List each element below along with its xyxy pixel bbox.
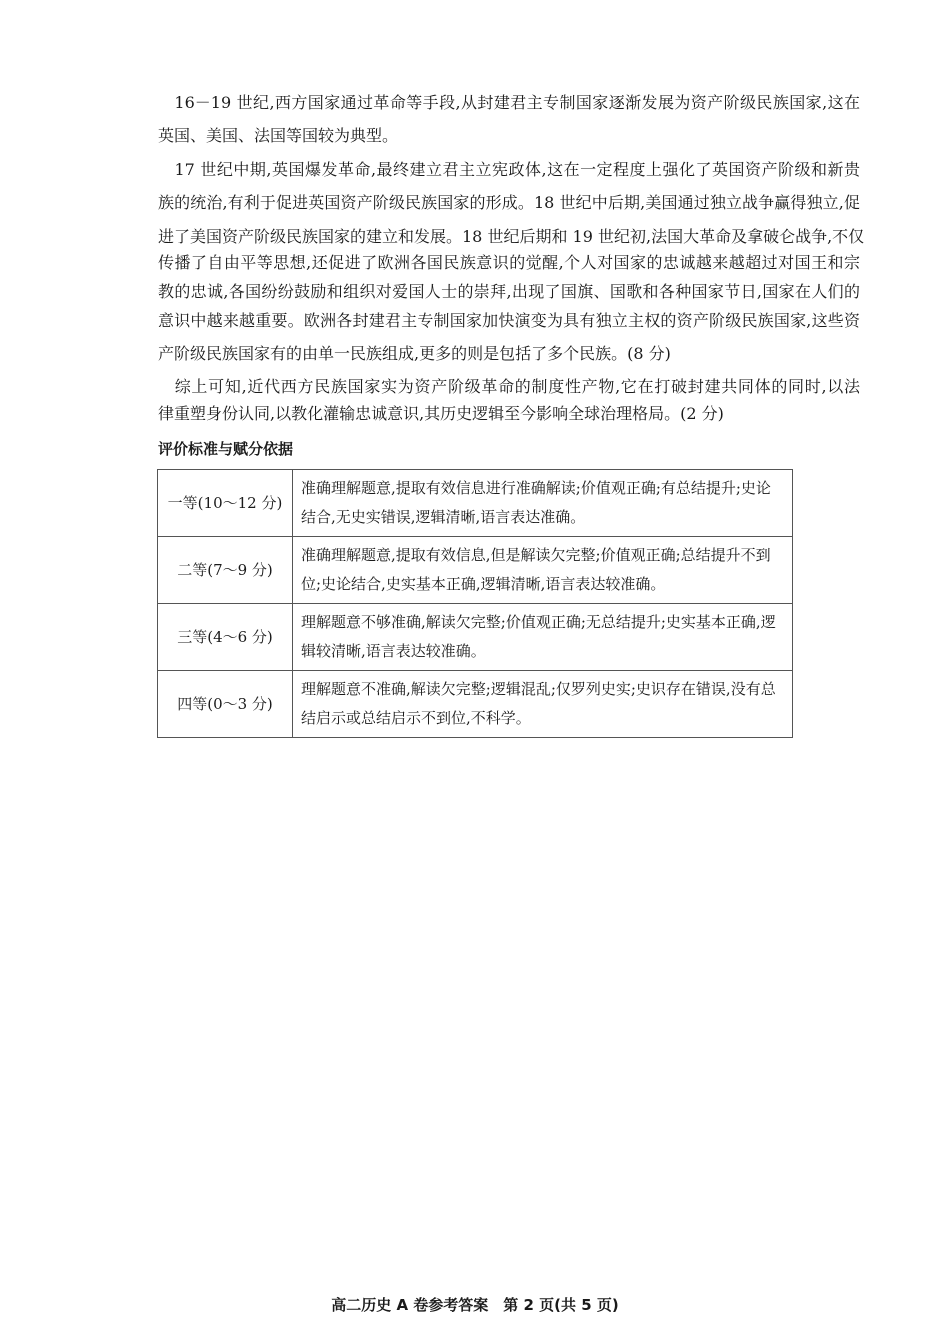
paragraph-line: 进了美国资产阶级民族国家的建立和发展。18 世纪后期和 19 世纪初,法国大革命及拿破仑战争,不仅 [158, 227, 865, 246]
page-footer: 高二历史 A 卷参考答案 第 2 页(共 5 页) [331, 1296, 619, 1314]
criteria-cell: 理解题意不准确,解读欠完整;逻辑混乱;仅罗列史实;史识存在错误,没有总结启示或总结启示不到位,不科学。 [293, 671, 793, 738]
criteria-cell: 理解题意不够准确,解读欠完整;价值观正确;无总结提升;史实基本正确,逻辑较清晰,语言表达较准确。 [293, 604, 793, 671]
paragraph-line: 英国、美国、法国等国较为典型。 [158, 126, 399, 145]
grade-cell: 二等(7～9 分) [158, 537, 293, 604]
rubric-table [157, 469, 793, 738]
paragraph-line: 传播了自由平等思想,还促进了欧洲各国民族意识的觉醒,个人对国家的忠诚越来越超过对国王和宗 [158, 253, 860, 272]
grade-cell: 四等(0～3 分) [158, 671, 293, 738]
rubric-row [158, 604, 793, 671]
paragraph-line: 族的统治,有利于促进英国资产阶级民族国家的形成。18 世纪中后期,美国通过独立战争赢得独立,促 [158, 193, 860, 212]
paragraph-line: 意识中越来越重要。欧洲各封建君主专制国家加快演变为具有独立主权的资产阶级民族国家,这些资 [158, 311, 860, 330]
paragraph-line: 教的忠诚,各国纷纷鼓励和组织对爱国人士的崇拜,出现了国旗、国歌和各种国家节日,国家在人们的 [158, 282, 860, 301]
paragraph-line: 16－19 世纪,西方国家通过革命等手段,从封建君主专制国家逐渐发展为资产阶级民族国家,这在 [158, 93, 860, 112]
rubric-row [158, 537, 793, 604]
criteria-cell: 准确理解题意,提取有效信息,但是解读欠完整;价值观正确;总结提升不到位;史论结合,史实基本正确,逻辑清晰,语言表达较准确。 [293, 537, 793, 604]
section-heading: 评价标准与赋分依据 [158, 440, 294, 458]
rubric-row [158, 671, 793, 738]
grade-cell: 三等(4～6 分) [158, 604, 293, 671]
paragraph-line: 综上可知,近代西方民族国家实为资产阶级革命的制度性产物,它在打破封建共同体的同时,以法 [158, 377, 860, 396]
paragraph-line: 产阶级民族国家有的由单一民族组成,更多的则是包括了多个民族。(8 分) [158, 344, 671, 363]
criteria-cell: 准确理解题意,提取有效信息进行准确解读;价值观正确;有总结提升;史论结合,无史实错误,逻辑清晰,语言表达准确。 [293, 470, 793, 537]
rubric-row [158, 470, 793, 537]
paragraph-line: 17 世纪中期,英国爆发革命,最终建立君主立宪政体,这在一定程度上强化了英国资产阶级和新贵 [158, 160, 860, 179]
paragraph-line: 律重塑身份认同,以教化灌输忠诚意识,其历史逻辑至今影响全球治理格局。(2 分) [158, 404, 724, 423]
grade-cell: 一等(10～12 分) [158, 470, 293, 537]
